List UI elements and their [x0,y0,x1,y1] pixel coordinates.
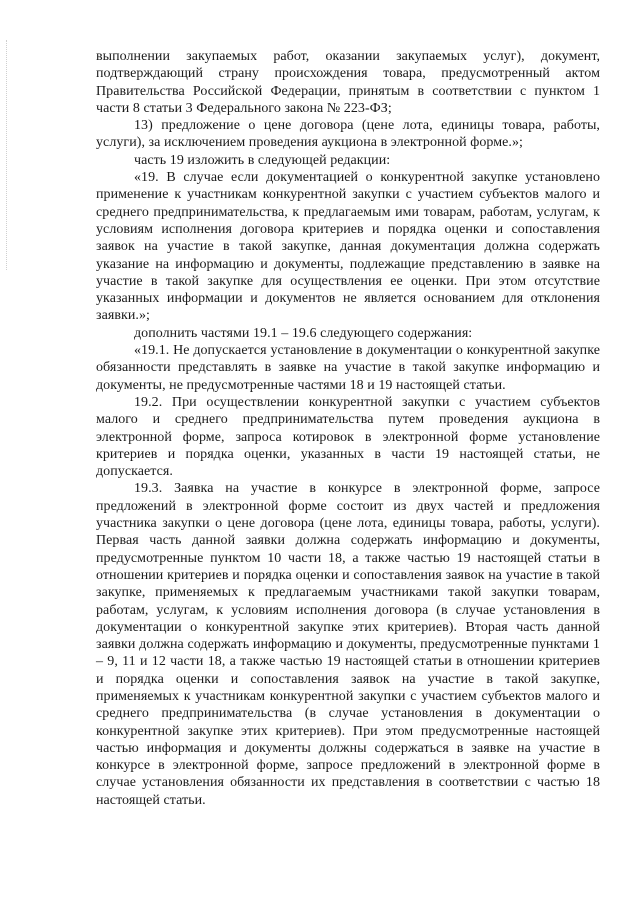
scan-margin-marks [6,40,8,270]
paragraph-part-19-3: 19.3. Заявка на участие в конкурсе в электронной форме, запросе предложений в электронной форме состоит из двух частей и предложения участника закупки о цене договора (цене лота, единицы товара, работы, услуги). Первая часть данной заявки должна содержать информацию и документы, предусмотренные пунктом 10 части 18, а также частью 19 настоящей статьи в отношении критериев и порядка оценки и сопоставления заявок на участие в такой закупке, применяемых к предлагаемым участниками такой закупки товарам, работам, услугам, к условиям исполнения договора (в случае установления в документации о конкурентной закупке этих критериев). Вторая часть данной заявки должна содержать информацию и документы, предусмотренные пунктами 1 – 9, 11 и 12 части 18, а также частью 19 настоящей статьи в отношении критериев и порядка оценки и сопоставления заявок на участие в такой закупке, применяемых к участникам конкурентной закупки с участием субъектов малого и среднего предпринимательства (в случае установления в документации о конкурентной закупке этих критериев). При этом предусмотренные настоящей частью информация и документы должны содержаться в заявке на участие в конкурсе в электронной форме, запросе предложений в электронной форме в случае установления обязанности их представления в соответствии с частью 18 настоящей статьи. [96,481,600,808]
paragraph-part-19: «19. В случае если документацией о конкурентной закупке установлено применение к участникам конкурентной закупки с участием субъектов малого и среднего предпринимательства, к предлагаемым ими товарам, работам, услугам, к условиям исполнения договора критериев и порядка оценки и сопоставления заявок на участие в такой закупке, данная документация должна содержать указание на информацию и документы, подлежащие представлению в заявке на участие в такой закупке для осуществления ее оценки. При этом отсутствие указанных информации и документов не является основанием для отклонения заявки.»; [96,170,600,324]
paragraph-continuation: выполнении закупаемых работ, оказании закупаемых услуг), документ, подтверждающий страну происхождения товара, предусмотренный актом Правительства Российской Федерации, принятым в соответствии с пунктом 1 части 8 статьи 3 Федерального закона № 223-ФЗ; [96,49,600,116]
paragraph-item-13: 13) предложение о цене договора (цене лота, единицы товара, работы, услуги), за исключением проведения аукциона в электронной форме.»; [96,118,600,151]
paragraph-part-19-intro: часть 19 изложить в следующей редакции: [134,152,391,168]
paragraph-part-19-2: 19.2. При осуществлении конкурентной закупки с участием субъектов малого и среднего предпринимательства путем проведения аукциона в электронной форме, запроса котировок в электронной форме установление критериев и порядка оценки, указанных в части 19 настоящей статьи, не допускается. [96,394,600,480]
document-body [96,48,600,809]
paragraph-part-19-1: «19.1. Не допускается установление в документации о конкурентной закупке обязанности представлять в заявке на участие в такой закупке информацию и документы, не предусмотренные частями 18 и 19 настоящей статьи. [96,343,600,393]
paragraph-parts-19-1-6-intro: дополнить частями 19.1 – 19.6 следующего содержания: [134,325,473,341]
